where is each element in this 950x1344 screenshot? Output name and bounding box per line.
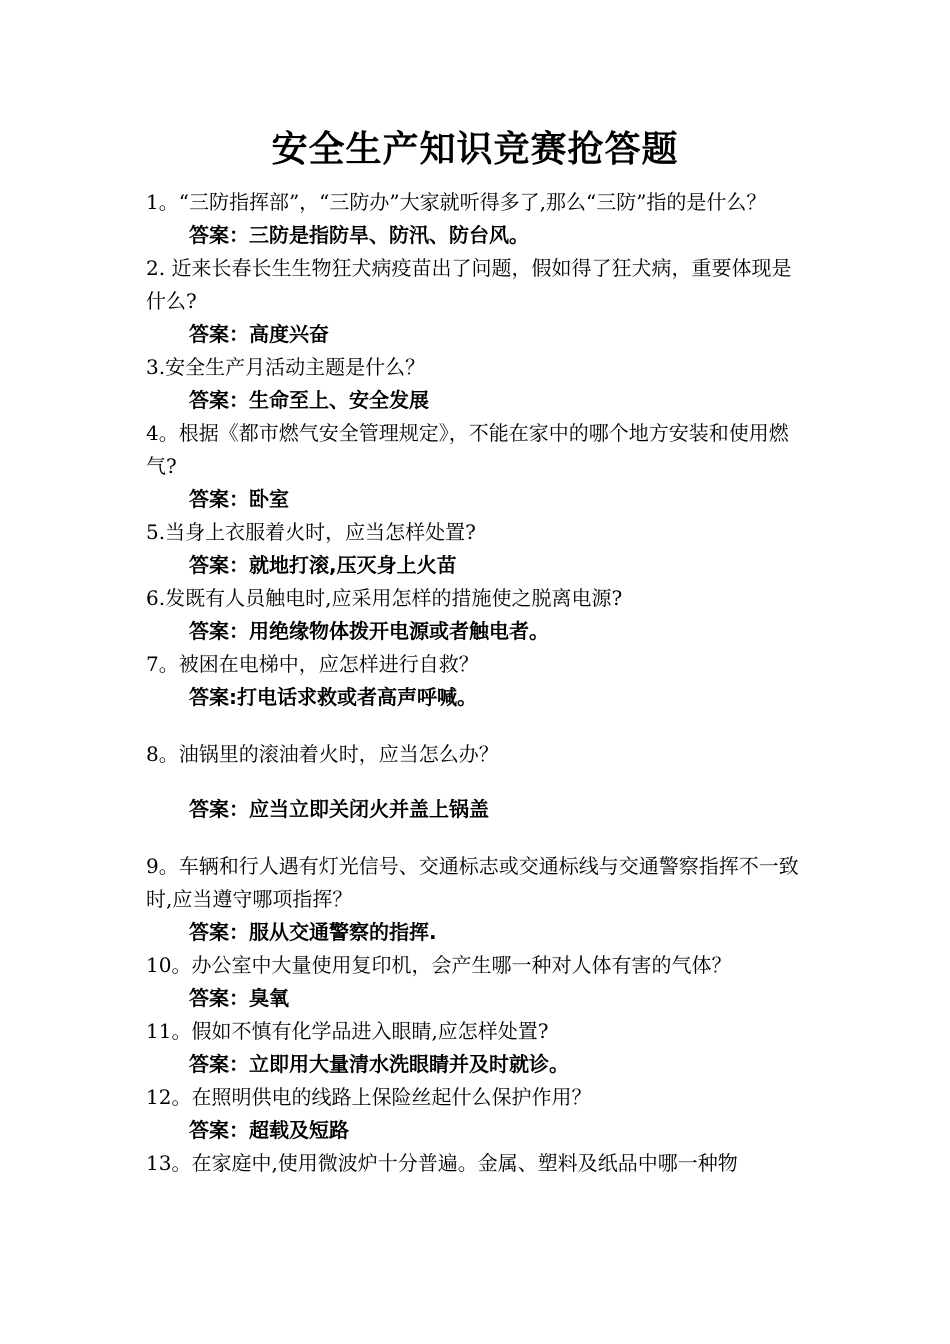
question-10: 10。办公室中大量使用复印机，会产生哪一种对人体有害的气体？ [146,953,732,977]
question-2: 2. 近来长春长生生物狂犬病疫苗出了问题，假如得了狂犬病，重要体现是什么? [146,256,792,313]
question-7: 7。被困在电梯中，应怎样进行自救？ [146,652,479,676]
document-title: 安全生产知识竞赛抢答题 [271,129,679,170]
answer-11: 答案：立即用大量清水洗眼睛并及时就诊。 [189,1052,569,1076]
answer-4: 答案：卧室 [189,487,289,511]
question-8: 8。油锅里的滚油着火时，应当怎么办？ [146,742,499,766]
question-11: 11。假如不慎有化学品进入眼睛,应怎样处置? [146,1019,549,1043]
answer-7: 答案:打电话求救或者高声呼喊。 [189,685,477,709]
answer-3: 答案：生命至上、安全发展 [189,388,429,412]
question-4: 4。根据《都市燃气安全管理规定》，不能在家中的哪个地方安装和使用燃气? [146,421,789,478]
answer-6: 答案：用绝缘物体拨开电源或者触电者。 [189,619,549,643]
answer-12: 答案：超载及短路 [189,1118,349,1142]
question-5: 5.当身上衣服着火时，应当怎样处置? [146,520,476,544]
answer-5: 答案：就地打滚,压灭身上火苗 [189,553,457,577]
question-list [146,186,811,1180]
question-13: 13。在家庭中,使用微波炉十分普遍。金属、塑料及纸品中哪一种物 [146,1151,738,1175]
answer-2: 答案：高度兴奋 [189,322,329,346]
answer-8: 答案：应当立即关闭火并盖上锅盖 [189,797,489,821]
question-9: 9。车辆和行人遇有灯光信号、交通标志或交通标线与交通警察指挥不一致时,应当遵守哪项指挥？ [146,854,799,911]
question-1: 1。“三防指挥部”，“三防办”大家就听得多了,那么“三防”指的是什么？ [146,190,767,214]
question-12: 12。在照明供电的线路上保险丝起什么保护作用？ [146,1085,592,1109]
answer-1: 答案：三防是指防旱、防汛、防台风。 [189,223,529,247]
question-6: 6.发既有人员触电时,应采用怎样的措施使之脱离电源? [146,586,623,610]
answer-10: 答案：臭氧 [189,986,289,1010]
answer-9: 答案：服从交通警察的指挥. [189,920,437,944]
question-3: 3.安全生产月活动主题是什么？ [146,355,426,379]
